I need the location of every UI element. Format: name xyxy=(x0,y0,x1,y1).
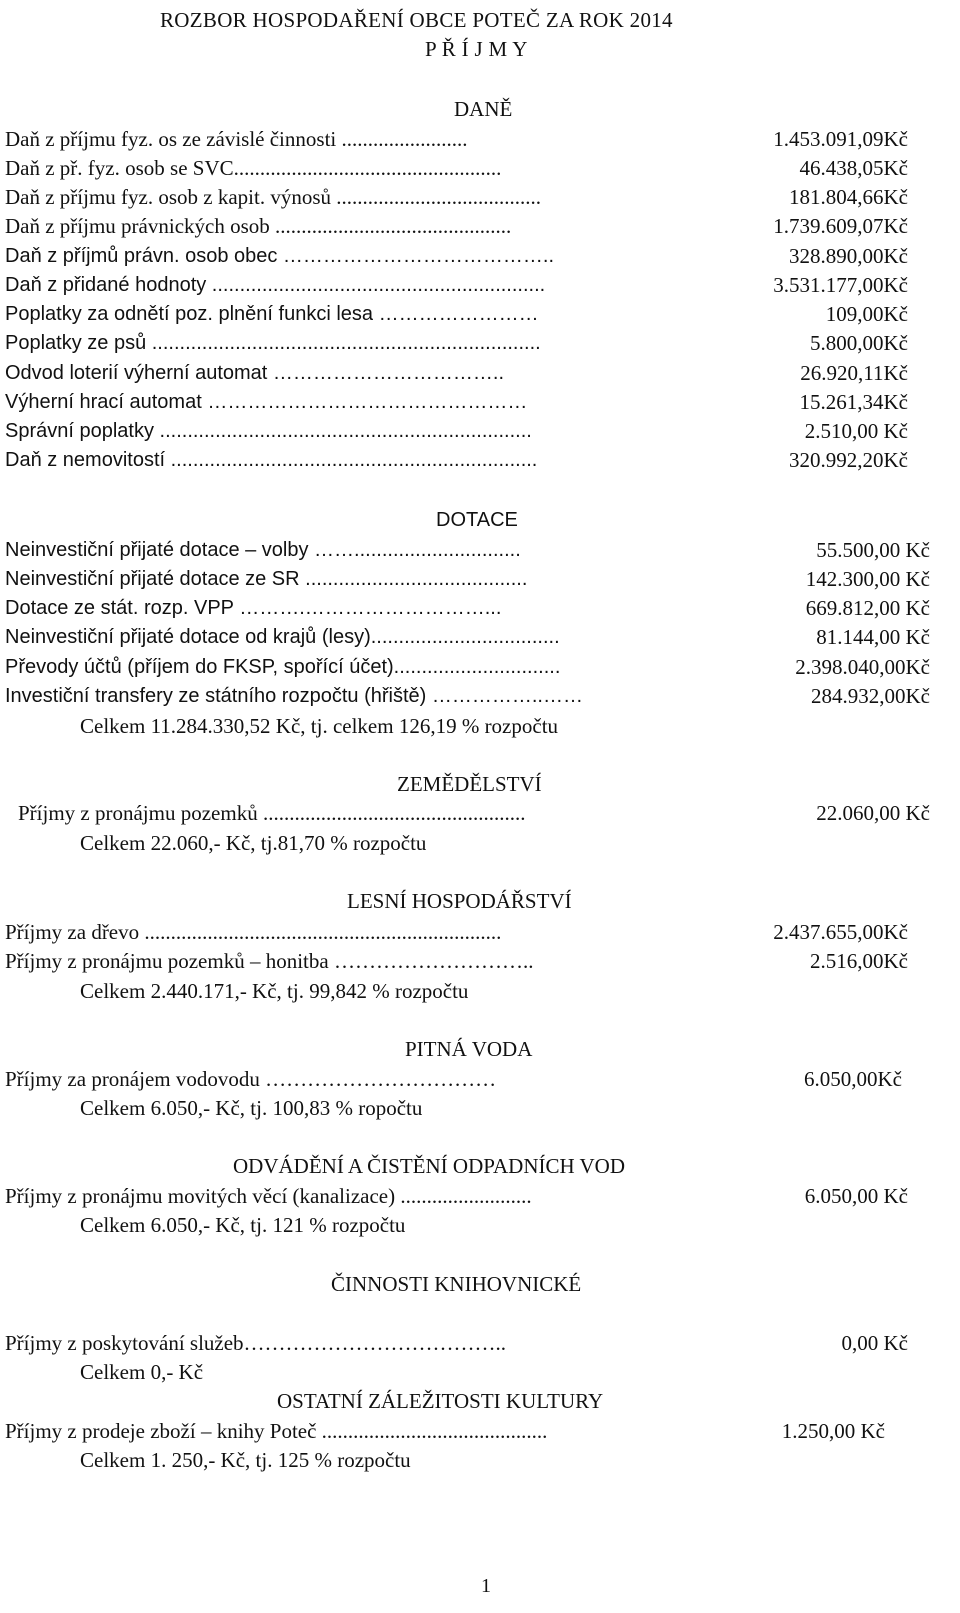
zemedelstvi-item-label: Příjmy z pronájmu pozemků .................................................. xyxy=(18,801,526,825)
dotace-item-value: 2.398.040,00Kč xyxy=(795,655,930,679)
voda-item-value: 6.050,00Kč xyxy=(804,1067,902,1091)
section-heading-dotace: DOTACE xyxy=(436,509,518,531)
dane-item-label: Správní poplatky ................................................................... xyxy=(5,420,532,442)
dotace-item-label: Převody účtů (příjem do FKSP, spořící účet).............................. xyxy=(5,656,561,678)
kultura-item-value: 1.250,00 Kč xyxy=(781,1419,885,1443)
lesni-total: Celkem 2.440.171,- Kč, tj. 99,842 % rozpočtu xyxy=(80,979,469,1003)
dotace-item-value: 284.932,00Kč xyxy=(811,684,930,708)
dane-item-value: 3.531.177,00Kč xyxy=(773,273,908,297)
knihovna-total: Celkem 0,- Kč xyxy=(80,1360,204,1384)
document-title: ROZBOR HOSPODAŘENÍ OBCE POTEČ ZA ROK 2014 xyxy=(160,8,673,32)
dotace-total: Celkem 11.284.330,52 Kč, tj. celkem 126,19 % rozpočtu xyxy=(80,714,559,738)
dane-item-value: 320.992,20Kč xyxy=(789,448,908,472)
dane-item-label: Poplatky ze psů ...................................................................... xyxy=(5,332,541,354)
dane-item-value: 46.438,05Kč xyxy=(799,156,908,180)
lesni-item-label: Příjmy za dřevo .................................................................... xyxy=(5,920,502,944)
section-heading-odpadni: ODVÁDĚNÍ A ČISTĚNÍ ODPADNÍCH VOD xyxy=(233,1154,626,1178)
dane-item-value: 181.804,66Kč xyxy=(789,185,908,209)
dane-item-label: Výherní hrací automat ………………………………………… xyxy=(5,391,528,413)
lesni-item-label: Příjmy z pronájmu pozemků – honitba ……………………….. xyxy=(5,949,534,973)
section-heading-zemedelstvi: ZEMĚDĚLSTVÍ xyxy=(397,772,542,796)
dotace-item-label: Investiční transfery ze státního rozpočtu (hřiště) ……………..…… xyxy=(5,685,583,707)
kultura-total: Celkem 1. 250,- Kč, tj. 125 % rozpočtu xyxy=(80,1448,411,1472)
page-number: 1 xyxy=(481,1575,491,1597)
dane-item-label: Daň z přidané hodnoty ............................................................ xyxy=(5,274,546,296)
dotace-item-value: 142.300,00 Kč xyxy=(805,567,930,591)
odpadni-item-value: 6.050,00 Kč xyxy=(804,1184,908,1208)
dotace-item-label: Neinvestiční přijaté dotace – volby …….............................. xyxy=(5,539,521,561)
dotace-item-label: Dotace ze stát. rozp. VPP ……….………………………... xyxy=(5,597,502,619)
zemedelstvi-total: Celkem 22.060,- Kč, tj.81,70 % rozpočtu xyxy=(80,831,427,855)
dane-item-label: Daň z příjmů právn. osob obec ………………………………….. xyxy=(5,245,555,267)
voda-item-label: Příjmy za pronájem vodovodu …………………………… xyxy=(5,1067,497,1091)
document-subtitle: P Ř Í J M Y xyxy=(425,37,528,61)
dotace-item-value: 669.812,00 Kč xyxy=(805,596,930,620)
dane-item-value: 5.800,00Kč xyxy=(810,331,908,355)
dotace-item-value: 81.144,00 Kč xyxy=(816,625,930,649)
dane-item-label: Poplatky za odnětí poz. plnění funkci lesa …………………… xyxy=(5,303,539,325)
dane-item-label: Odvod loterií výherní automat …………………………….. xyxy=(5,362,505,384)
lesni-item-value: 2.516,00Kč xyxy=(810,949,908,973)
section-heading-dane: DANĚ xyxy=(454,97,513,121)
dane-item-label: Daň z příjmu fyz. os ze závislé činnosti ........................ xyxy=(5,127,468,151)
dane-item-value: 109,00Kč xyxy=(825,302,908,326)
odpadni-item-label: Příjmy z pronájmu movitých věcí (kanalizace) ......................... xyxy=(5,1184,532,1208)
dane-item-label: Daň z nemovitostí .................................................................. xyxy=(5,449,538,471)
section-heading-kultura: OSTATNÍ ZÁLEŽITOSTI KULTURY xyxy=(277,1389,604,1413)
section-heading-knihovna: ČINNOSTI KNIHOVNICKÉ xyxy=(331,1272,582,1296)
lesni-item-value: 2.437.655,00Kč xyxy=(773,920,908,944)
dane-item-value: 1.739.609,07Kč xyxy=(773,214,908,238)
zemedelstvi-item-value: 22.060,00 Kč xyxy=(816,801,930,825)
dotace-item-value: 55.500,00 Kč xyxy=(816,538,930,562)
dane-item-value: 15.261,34Kč xyxy=(799,390,908,414)
dane-item-value: 26.920,11Kč xyxy=(800,361,908,385)
voda-total: Celkem 6.050,- Kč, tj. 100,83 % ropočtu xyxy=(80,1096,423,1120)
dane-item-label: Daň z příjmu právnických osob ............................................. xyxy=(5,214,512,238)
odpadni-total: Celkem 6.050,- Kč, tj. 121 % rozpočtu xyxy=(80,1213,406,1237)
dane-item-label: Daň z příjmu fyz. osob z kapit. výnosů ....................................... xyxy=(5,185,542,209)
knihovna-item-label: Příjmy z poskytování služeb……………………………….. xyxy=(5,1331,507,1355)
section-heading-lesni: LESNÍ HOSPODÁŘSTVÍ xyxy=(347,889,572,913)
section-heading-voda: PITNÁ VODA xyxy=(405,1037,533,1061)
dotace-item-label: Neinvestiční přijaté dotace ze SR ........................................ xyxy=(5,568,528,590)
dane-item-value: 1.453.091,09Kč xyxy=(773,127,908,151)
dane-item-label: Daň z př. fyz. osob se SVC................................................... xyxy=(5,156,502,180)
dane-item-value: 2.510,00 Kč xyxy=(804,419,908,443)
dotace-item-label: Neinvestiční přijaté dotace od krajů (lesy).................................. xyxy=(5,626,560,648)
kultura-item-label: Příjmy z prodeje zboží – knihy Poteč ........................................... xyxy=(5,1419,548,1443)
dane-item-value: 328.890,00Kč xyxy=(789,244,908,268)
knihovna-item-value: 0,00 Kč xyxy=(841,1331,908,1355)
